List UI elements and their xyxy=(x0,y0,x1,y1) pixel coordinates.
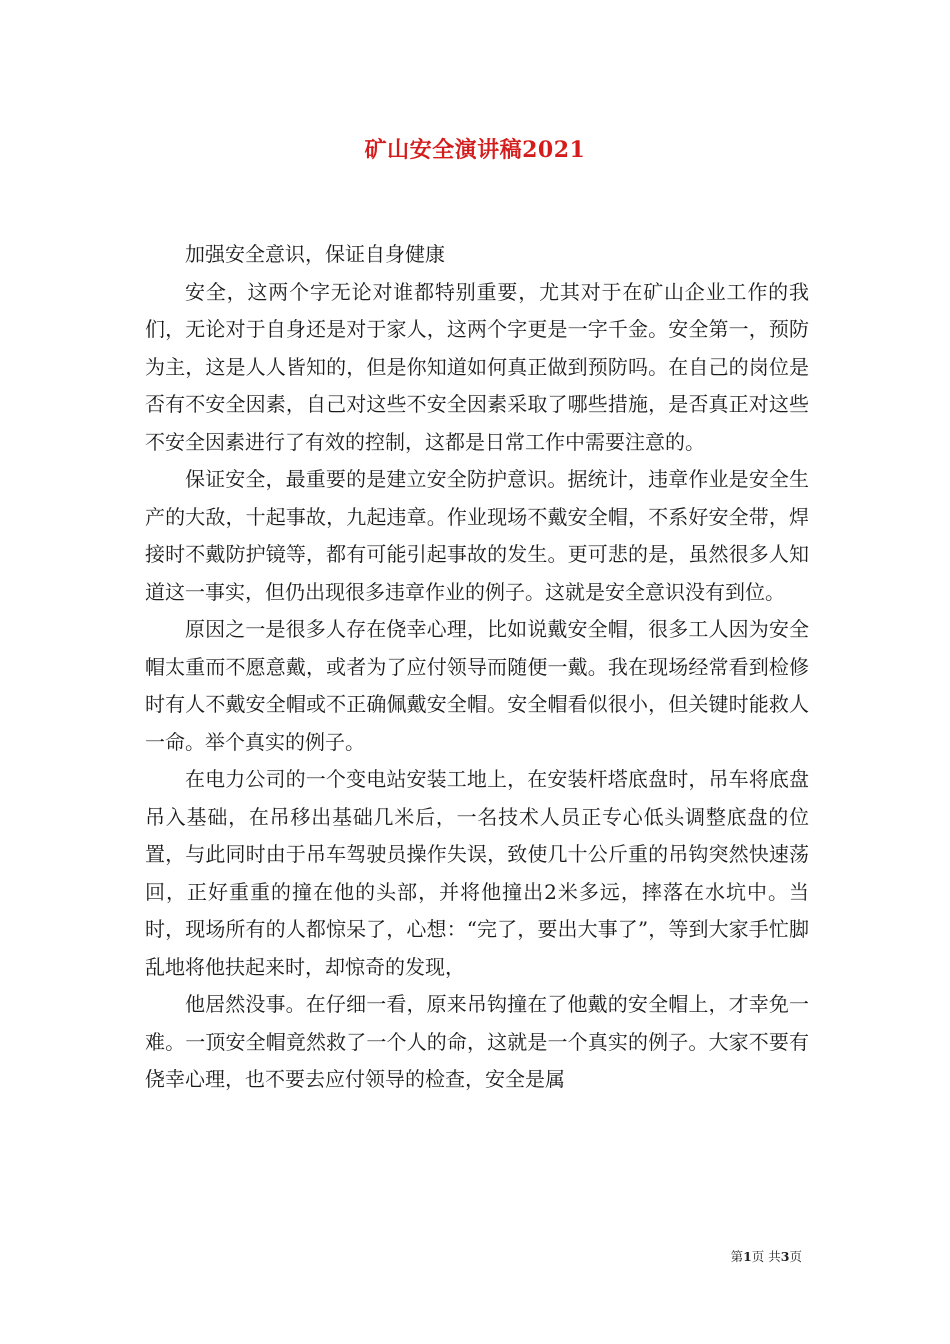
total-page-number: 3 xyxy=(780,1249,790,1264)
paragraph: 在电力公司的一个变电站安装工地上，在安装杆塔底盘时，吊车将底盘吊入基础，在吊移出基础几米后，一名技术人员正专心低头调整底盘的位置，与此同时由于吊车驾驶员操作失误，致使几十公斤重的吊钩突然快速荡回，正好重重的撞在他的头部，并将他撞出2米多远，摔落在水坑中。当时，现场所有的人都惊呆了，心想：“完了，要出大事了”，等到大家手忙脚乱地将他扶起来时，却惊奇的发现， xyxy=(145,767,809,979)
footer-suffix: 页 xyxy=(789,1249,802,1264)
paragraph: 安全，这两个字无论对谁都特别重要，尤其对于在矿山企业工作的我们，无论对于自身还是对于家人，这两个字更是一字千金。安全第一，预防为主，这是人人皆知的，但是你知道如何真正做到预防吗。在自己的岗位是否有不安全因素，自己对这些不安全因素采取了哪些措施，是否真正对这些不安全因素进行了有效的控制，这都是日常工作中需要注意的。 xyxy=(145,279,809,454)
document-title: 矿山安全演讲稿2021 xyxy=(364,137,586,163)
paragraph-heading: 加强安全意识，保证自身健康 xyxy=(185,242,445,266)
current-page-number: 1 xyxy=(743,1249,752,1264)
paragraph: 他居然没事。在仔细一看，原来吊钩撞在了他戴的安全帽上，才幸免一难。一顶安全帽竟然救了一个人的命，这就是一个真实的例子。大家不要有侥幸心理，也不要去应付领导的检查，安全是属 xyxy=(145,992,809,1091)
paragraph: 原因之一是很多人存在侥幸心理，比如说戴安全帽，很多工人因为安全帽太重而不愿意戴，或者为了应付领导而随便一戴。我在现场经常看到检修时有人不戴安全帽或不正确佩戴安全帽。安全帽看似很小，但关键时能救人一命。举个真实的例子。 xyxy=(145,617,809,754)
footer-middle: 页 共 xyxy=(751,1249,781,1264)
footer-prefix: 第 xyxy=(730,1249,744,1264)
page-number-footer xyxy=(731,1248,802,1266)
document-body xyxy=(145,236,809,1099)
paragraph: 保证安全，最重要的是建立安全防护意识。据统计，违章作业是安全生产的大敌，十起事故，九起违章。作业现场不戴安全帽，不系好安全带，焊接时不戴防护镜等，都有可能引起事故的发生。更可悲的是，虽然很多人知道这一事实，但仍出现很多违章作业的例子。这就是安全意识没有到位。 xyxy=(145,467,809,604)
